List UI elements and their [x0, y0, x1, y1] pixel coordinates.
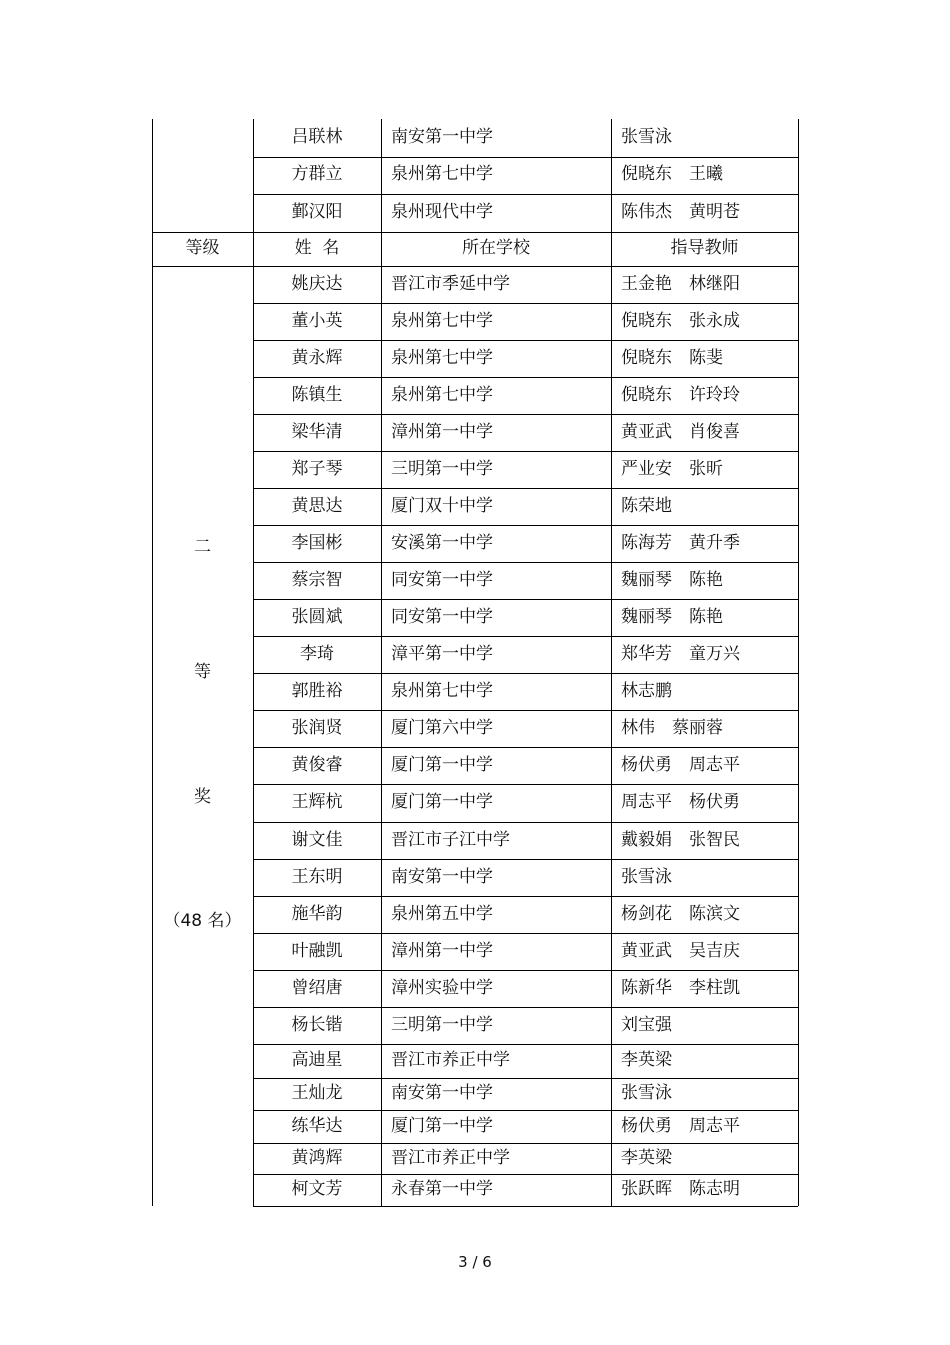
- teacher-names: 王金艳 林继阳: [621, 273, 740, 294]
- teacher-names: 黄亚武 肖俊喜: [621, 421, 740, 442]
- teacher-names: 张跃晖 陈志明: [621, 1179, 740, 1199]
- header-school: 所在学校: [462, 237, 530, 258]
- school-name: 同安第一中学: [391, 569, 493, 590]
- row-divider: [253, 194, 798, 195]
- student-name: 李琦: [300, 643, 334, 664]
- school-name: 安溪第一中学: [391, 532, 493, 553]
- school-name: 晋江市子江中学: [391, 829, 510, 850]
- school-name: 泉州第七中学: [391, 164, 493, 185]
- teacher-names: 倪晓东 张永成: [621, 310, 740, 331]
- student-name: 梁华清: [291, 421, 343, 442]
- school-name: 漳州实验中学: [391, 977, 493, 998]
- row-divider: [253, 377, 798, 378]
- student-name: 王辉杭: [291, 792, 343, 812]
- header-grade: 等级: [185, 237, 220, 258]
- school-name: 南安第一中学: [391, 126, 493, 147]
- student-name: 蔡宗智: [291, 569, 343, 590]
- school-name: 厦门第一中学: [391, 754, 493, 775]
- teacher-names: 杨伏勇 周志平: [621, 754, 740, 775]
- student-name: 黄思达: [291, 495, 343, 516]
- header-name: 姓 名: [294, 237, 340, 258]
- student-name: 黄鸿辉: [291, 1147, 343, 1168]
- student-name: 高迪星: [291, 1050, 343, 1070]
- row-divider: [253, 970, 798, 971]
- table-border-col2: [381, 119, 382, 1206]
- student-name: 张润贤: [291, 717, 343, 738]
- school-name: 厦门第一中学: [391, 792, 493, 812]
- school-name: 厦门双十中学: [391, 495, 493, 516]
- school-name: 泉州第七中学: [391, 384, 493, 405]
- teacher-names: 林志鹏: [621, 680, 672, 701]
- teacher-names: 倪晓东 王曦: [621, 164, 723, 185]
- teacher-names: 张雪泳: [621, 126, 672, 147]
- row-divider: [253, 525, 798, 526]
- teacher-names: 李英梁: [621, 1050, 672, 1070]
- row-divider: [253, 1110, 798, 1111]
- row-divider: [253, 636, 798, 637]
- teacher-names: 陈伟杰 黄明苍: [621, 201, 740, 222]
- table-border-left: [152, 119, 153, 1206]
- student-name: 谢文佳: [291, 829, 343, 850]
- teacher-names: 刘宝强: [621, 1014, 672, 1035]
- school-name: 泉州第七中学: [391, 680, 493, 701]
- student-name: 李国彬: [291, 532, 343, 553]
- student-name: 曾绍唐: [291, 977, 343, 998]
- teacher-names: 魏丽琴 陈艳: [621, 569, 723, 590]
- row-divider: [253, 822, 798, 823]
- row-divider: [253, 451, 798, 452]
- header-teacher: 指导教师: [670, 237, 739, 258]
- teacher-names: 魏丽琴 陈艳: [621, 606, 723, 627]
- row-divider: [253, 599, 798, 600]
- row-divider: [253, 673, 798, 674]
- row-divider: [253, 859, 798, 860]
- table-border-right: [798, 119, 799, 1206]
- teacher-names: 严业安 张昕: [621, 458, 723, 479]
- row-divider: [253, 488, 798, 489]
- school-name: 泉州第五中学: [391, 903, 493, 924]
- row-divider: [253, 1007, 798, 1008]
- student-name: 姚庆达: [291, 273, 343, 294]
- row-divider: [253, 896, 798, 897]
- teacher-names: 郑华芳 童万兴: [621, 643, 740, 664]
- student-name: 张圆斌: [291, 606, 343, 627]
- row-divider: [253, 1078, 798, 1079]
- teacher-names: 杨伏勇 周志平: [621, 1115, 740, 1136]
- school-name: 三明第一中学: [391, 458, 493, 479]
- school-name: 三明第一中学: [391, 1014, 493, 1035]
- school-name: 晋江市养正中学: [391, 1147, 510, 1168]
- school-name: 泉州第七中学: [391, 310, 493, 331]
- student-name: 施华韵: [291, 903, 343, 924]
- prize-count: （48 名）: [163, 911, 242, 931]
- student-name: 王东明: [291, 866, 343, 887]
- student-name: 杨长锴: [291, 1014, 343, 1035]
- student-name: 练华达: [291, 1115, 343, 1136]
- teacher-names: 倪晓东 许玲玲: [621, 384, 740, 405]
- student-name: 郑子琴: [291, 458, 343, 479]
- table-border-col3: [611, 119, 612, 1206]
- teacher-names: 黄亚武 吴吉庆: [621, 940, 740, 961]
- row-divider: [253, 340, 798, 341]
- teacher-names: 杨剑花 陈滨文: [621, 903, 740, 924]
- row-divider: [253, 747, 798, 748]
- teacher-names: 陈荣地: [621, 495, 672, 516]
- row-divider: [253, 1174, 798, 1175]
- row-divider: [253, 1206, 798, 1207]
- student-name: 陈镇生: [291, 384, 343, 405]
- row-divider: [253, 157, 798, 158]
- teacher-names: 林伟 蔡丽蓉: [621, 717, 723, 738]
- teacher-names: 周志平 杨伏勇: [621, 792, 740, 812]
- school-name: 厦门第六中学: [391, 717, 493, 738]
- row-divider: [253, 933, 798, 934]
- teacher-names: 陈新华 李柱凯: [621, 977, 740, 998]
- prize-level-char: 二: [194, 537, 211, 557]
- row-divider: [253, 784, 798, 785]
- prize-level-char: 奖: [194, 787, 211, 807]
- header-bottom-border: [152, 266, 798, 267]
- school-name: 南安第一中学: [391, 866, 493, 887]
- row-divider: [253, 1044, 798, 1045]
- student-name: 董小英: [291, 310, 343, 331]
- row-divider: [253, 303, 798, 304]
- page-number: 3 / 6: [458, 1253, 492, 1271]
- school-name: 永春第一中学: [391, 1179, 493, 1199]
- student-name: 鄞汉阳: [291, 201, 343, 222]
- school-name: 漳州第一中学: [391, 421, 493, 442]
- student-name: 王灿龙: [291, 1083, 343, 1103]
- student-name: 叶融凯: [291, 940, 343, 961]
- school-name: 漳州第一中学: [391, 940, 493, 961]
- school-name: 泉州现代中学: [391, 201, 493, 222]
- row-divider: [253, 1143, 798, 1144]
- student-name: 吕联林: [291, 126, 343, 147]
- school-name: 晋江市季延中学: [391, 273, 510, 294]
- student-name: 柯文芳: [291, 1179, 343, 1199]
- row-divider: [253, 562, 798, 563]
- teacher-names: 张雪泳: [621, 1083, 672, 1103]
- teacher-names: 倪晓东 陈斐: [621, 347, 723, 368]
- teacher-names: 张雪泳: [621, 866, 672, 887]
- teacher-names: 戴毅娟 张智民: [621, 829, 740, 850]
- header-top-border: [152, 232, 798, 233]
- teacher-names: 李英梁: [621, 1147, 672, 1168]
- row-divider: [253, 710, 798, 711]
- school-name: 南安第一中学: [391, 1083, 493, 1103]
- student-name: 黄永辉: [291, 347, 343, 368]
- teacher-names: 陈海芳 黄升季: [621, 532, 740, 553]
- student-name: 黄俊睿: [291, 754, 343, 775]
- student-name: 方群立: [291, 164, 343, 185]
- school-name: 厦门第一中学: [391, 1115, 493, 1136]
- student-name: 郭胜裕: [291, 680, 343, 701]
- school-name: 泉州第七中学: [391, 347, 493, 368]
- school-name: 漳平第一中学: [391, 643, 493, 664]
- prize-level-char: 等: [194, 662, 211, 682]
- school-name: 同安第一中学: [391, 606, 493, 627]
- row-divider: [253, 414, 798, 415]
- school-name: 晋江市养正中学: [391, 1050, 510, 1070]
